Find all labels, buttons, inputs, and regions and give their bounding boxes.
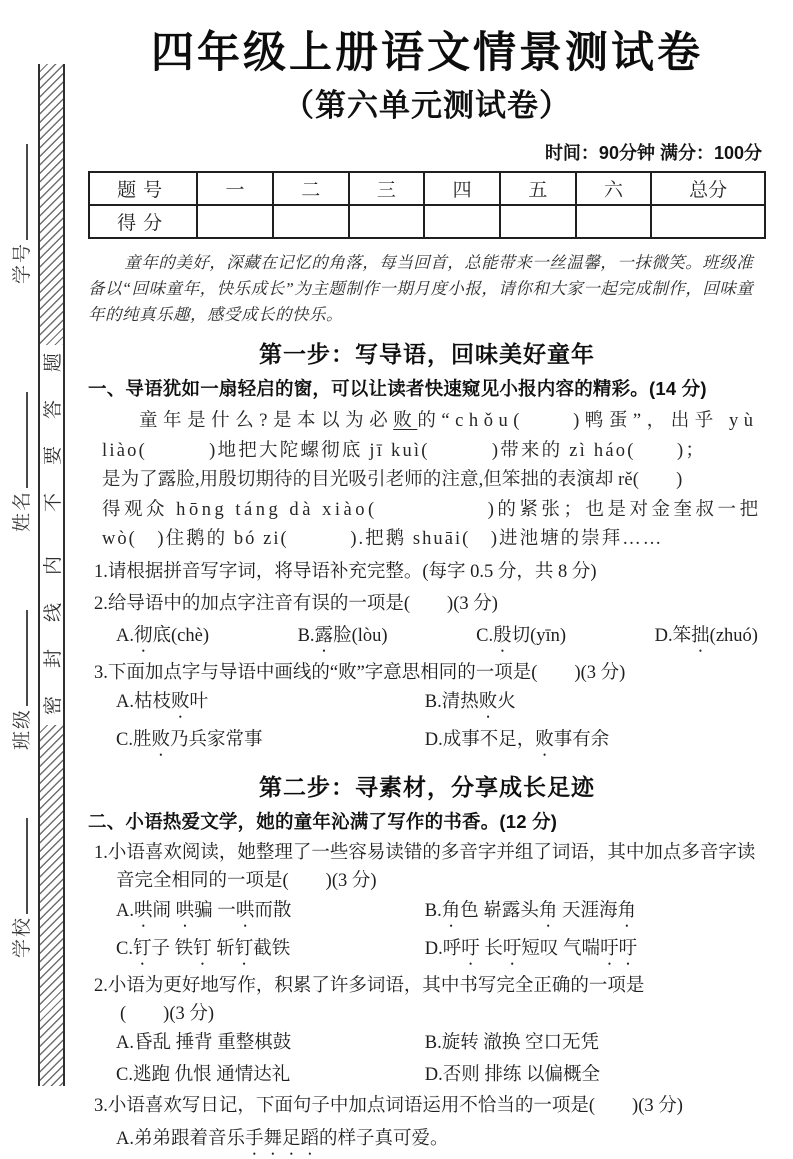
field-school — [7, 793, 35, 958]
seal-char: 题 — [42, 352, 64, 373]
score-cell-empty — [500, 205, 576, 238]
seal-char: 答 — [42, 399, 64, 419]
question-1-heading: 一、导语犹如一扇轻启的窗，可以让读者快速窥见小报内容的精彩。(14 分) — [88, 378, 707, 400]
passage-line: 童年是什么?是本以为必败的“chǒu( )鸭蛋”，出乎 yù — [139, 411, 759, 432]
score-table-header-cell: 题号 — [89, 172, 197, 205]
q1-sub3: 3.下面加点字与导语中画线的“败”字意思相同的一项是( )(3 分) — [94, 662, 626, 683]
score-cell-empty — [576, 205, 652, 238]
intro-paragraph: 童年的美好，深藏在记忆的角落，每当回首，总能带来一丝温馨，一抹微笑。班级准备以“回味童年，快乐成长”为主题制作一期月度小报，请你和大家一起完成制作，回味童年的纯真乐趣，感受成长的快乐。 — [88, 253, 754, 324]
score-table — [88, 171, 766, 239]
step1-heading: 第一步：写导语，回味美好童年 — [259, 341, 595, 368]
field-school-blank — [10, 818, 28, 914]
seal-char: 线 — [42, 602, 64, 622]
q2-sub3-option-a: A.弟弟跟着音乐手舞足蹈的样子真可爱。 — [116, 1128, 449, 1149]
seal-char: 要 — [42, 446, 64, 466]
field-class — [7, 600, 35, 750]
q2-sub1-options — [116, 898, 766, 969]
field-class-blank — [10, 610, 28, 706]
score-cell-empty — [424, 205, 500, 238]
score-cell-empty — [197, 205, 273, 238]
field-student-name-blank — [10, 392, 28, 488]
q1-sub1: 1.请根据拼音写字词，将导语补充完整。(每字 0.5 分，共 8 分) — [94, 562, 597, 583]
score-cell-empty — [349, 205, 425, 238]
time-and-total-score: 时间：90分钟 满分：100分 — [544, 143, 762, 164]
option-item: B.角色 崭露头角 天涯海角 — [424, 900, 637, 921]
q1-sub2-options — [116, 621, 758, 656]
option-item: A.昏乱 捶背 重整棋鼓 — [116, 1033, 292, 1054]
score-table-header-cell: 五 — [500, 172, 576, 205]
q2-sub1: 1.小语喜欢阅读，她整理了一些容易读错的多音字并组了词语，其中加点多音字读音完全相同的一项是( )(3 分) — [94, 843, 756, 892]
option-item: D.呼吁 长吁短叹 气喘吁吁 — [424, 938, 638, 959]
page-title: 四年级上册语文情景测试卷 — [151, 29, 703, 77]
field-student-number — [7, 134, 35, 284]
score-table-header-cell: 二 — [273, 172, 349, 205]
seal-line-strip — [38, 64, 65, 1086]
score-table-header-row — [89, 172, 765, 205]
score-table-score-row — [89, 205, 765, 238]
field-class-label: 班级 — [12, 707, 33, 750]
step2-heading: 第二步：寻素材，分享成长足迹 — [259, 774, 595, 801]
score-table-header-cell: 六 — [576, 172, 652, 205]
q2-sub2 — [94, 973, 766, 1029]
score-table-header-cell: 三 — [349, 172, 425, 205]
option-item: B.旋转 澈换 空口无凭 — [424, 1033, 599, 1054]
score-row-label: 得分 — [89, 205, 197, 238]
option-item: A.彻底(chè) — [116, 625, 210, 646]
seal-char: 内 — [42, 555, 64, 575]
option-item: A.枯枝败叶 — [116, 692, 209, 713]
field-student-number-blank — [10, 144, 28, 240]
option-item: D.否则 排练 以偏概全 — [424, 1065, 600, 1086]
score-table-header-cell: 四 — [424, 172, 500, 205]
exam-content — [88, 0, 772, 1149]
passage-line: 是为了露脸,用殷切期待的目光吸引老师的注意,但笨拙的表演却 rě( ) — [102, 470, 683, 491]
field-school-label: 学校 — [12, 915, 33, 958]
page-subtitle: （第六单元测试卷） — [283, 88, 571, 124]
seal-hatch-bottom — [40, 725, 63, 1086]
score-table-header-cell: 总分 — [651, 172, 765, 205]
q1-sub2: 2.给导语中的加点字注音有误的一项是( )(3 分) — [94, 593, 498, 614]
q2-sub2-blank: ( )(3 分) — [120, 1003, 215, 1024]
option-item: A.哄闹 哄骗 一哄而散 — [116, 900, 292, 921]
option-item: C.钉子 铁钉 斩钉截铁 — [116, 938, 291, 959]
field-student-name — [7, 387, 35, 532]
question-2-heading: 二、小语热爱文学，她的童年沁满了写作的书香。(12 分) — [88, 811, 558, 833]
lead-in-passage — [102, 407, 766, 555]
seal-char: 密 — [42, 695, 64, 715]
seal-char: 封 — [42, 649, 64, 669]
score-cell-empty — [651, 205, 765, 238]
passage-line: wò( )住鹅的 bó zi( ).把鹅 shuāi( )进池塘的崇拜…… — [102, 529, 664, 550]
option-item: B.露脸(lòu) — [297, 625, 388, 646]
q2-sub2-options — [116, 1030, 766, 1089]
passage-line: 得观众 hōng táng dà xiào( )的紧张；也是对金奎叔一把 — [102, 499, 762, 520]
option-item: C.逃跑 仇恨 通情达礼 — [116, 1065, 291, 1086]
option-item: D.成事不足，败事有余 — [424, 730, 610, 751]
option-item: B.清热败火 — [424, 692, 516, 713]
q2-sub2-text: 2.小语为更好地写作，积累了许多词语，其中书写完全正确的一项是 — [94, 975, 645, 996]
score-table-header-cell: 一 — [197, 172, 273, 205]
field-student-name-label: 姓名 — [12, 489, 33, 532]
q2-sub3: 3.小语喜欢写日记，下面句子中加点词语运用不恰当的一项是( )(3 分) — [94, 1095, 683, 1116]
seal-char: 不 — [42, 493, 64, 513]
option-item: D.笨拙(zhuó) — [654, 625, 758, 646]
option-item: C.殷切(yīn) — [476, 625, 567, 646]
seal-hatch-top — [40, 64, 63, 345]
field-student-number-label: 学号 — [12, 241, 33, 284]
option-item: C.胜败乃兵家常事 — [116, 730, 263, 751]
seal-line-text — [40, 345, 63, 725]
passage-line: liào( )地把大陀螺彻底 jī kuì( )带来的 zì háo( )； — [102, 440, 707, 461]
score-cell-empty — [273, 205, 349, 238]
q1-sub3-options — [116, 689, 766, 760]
